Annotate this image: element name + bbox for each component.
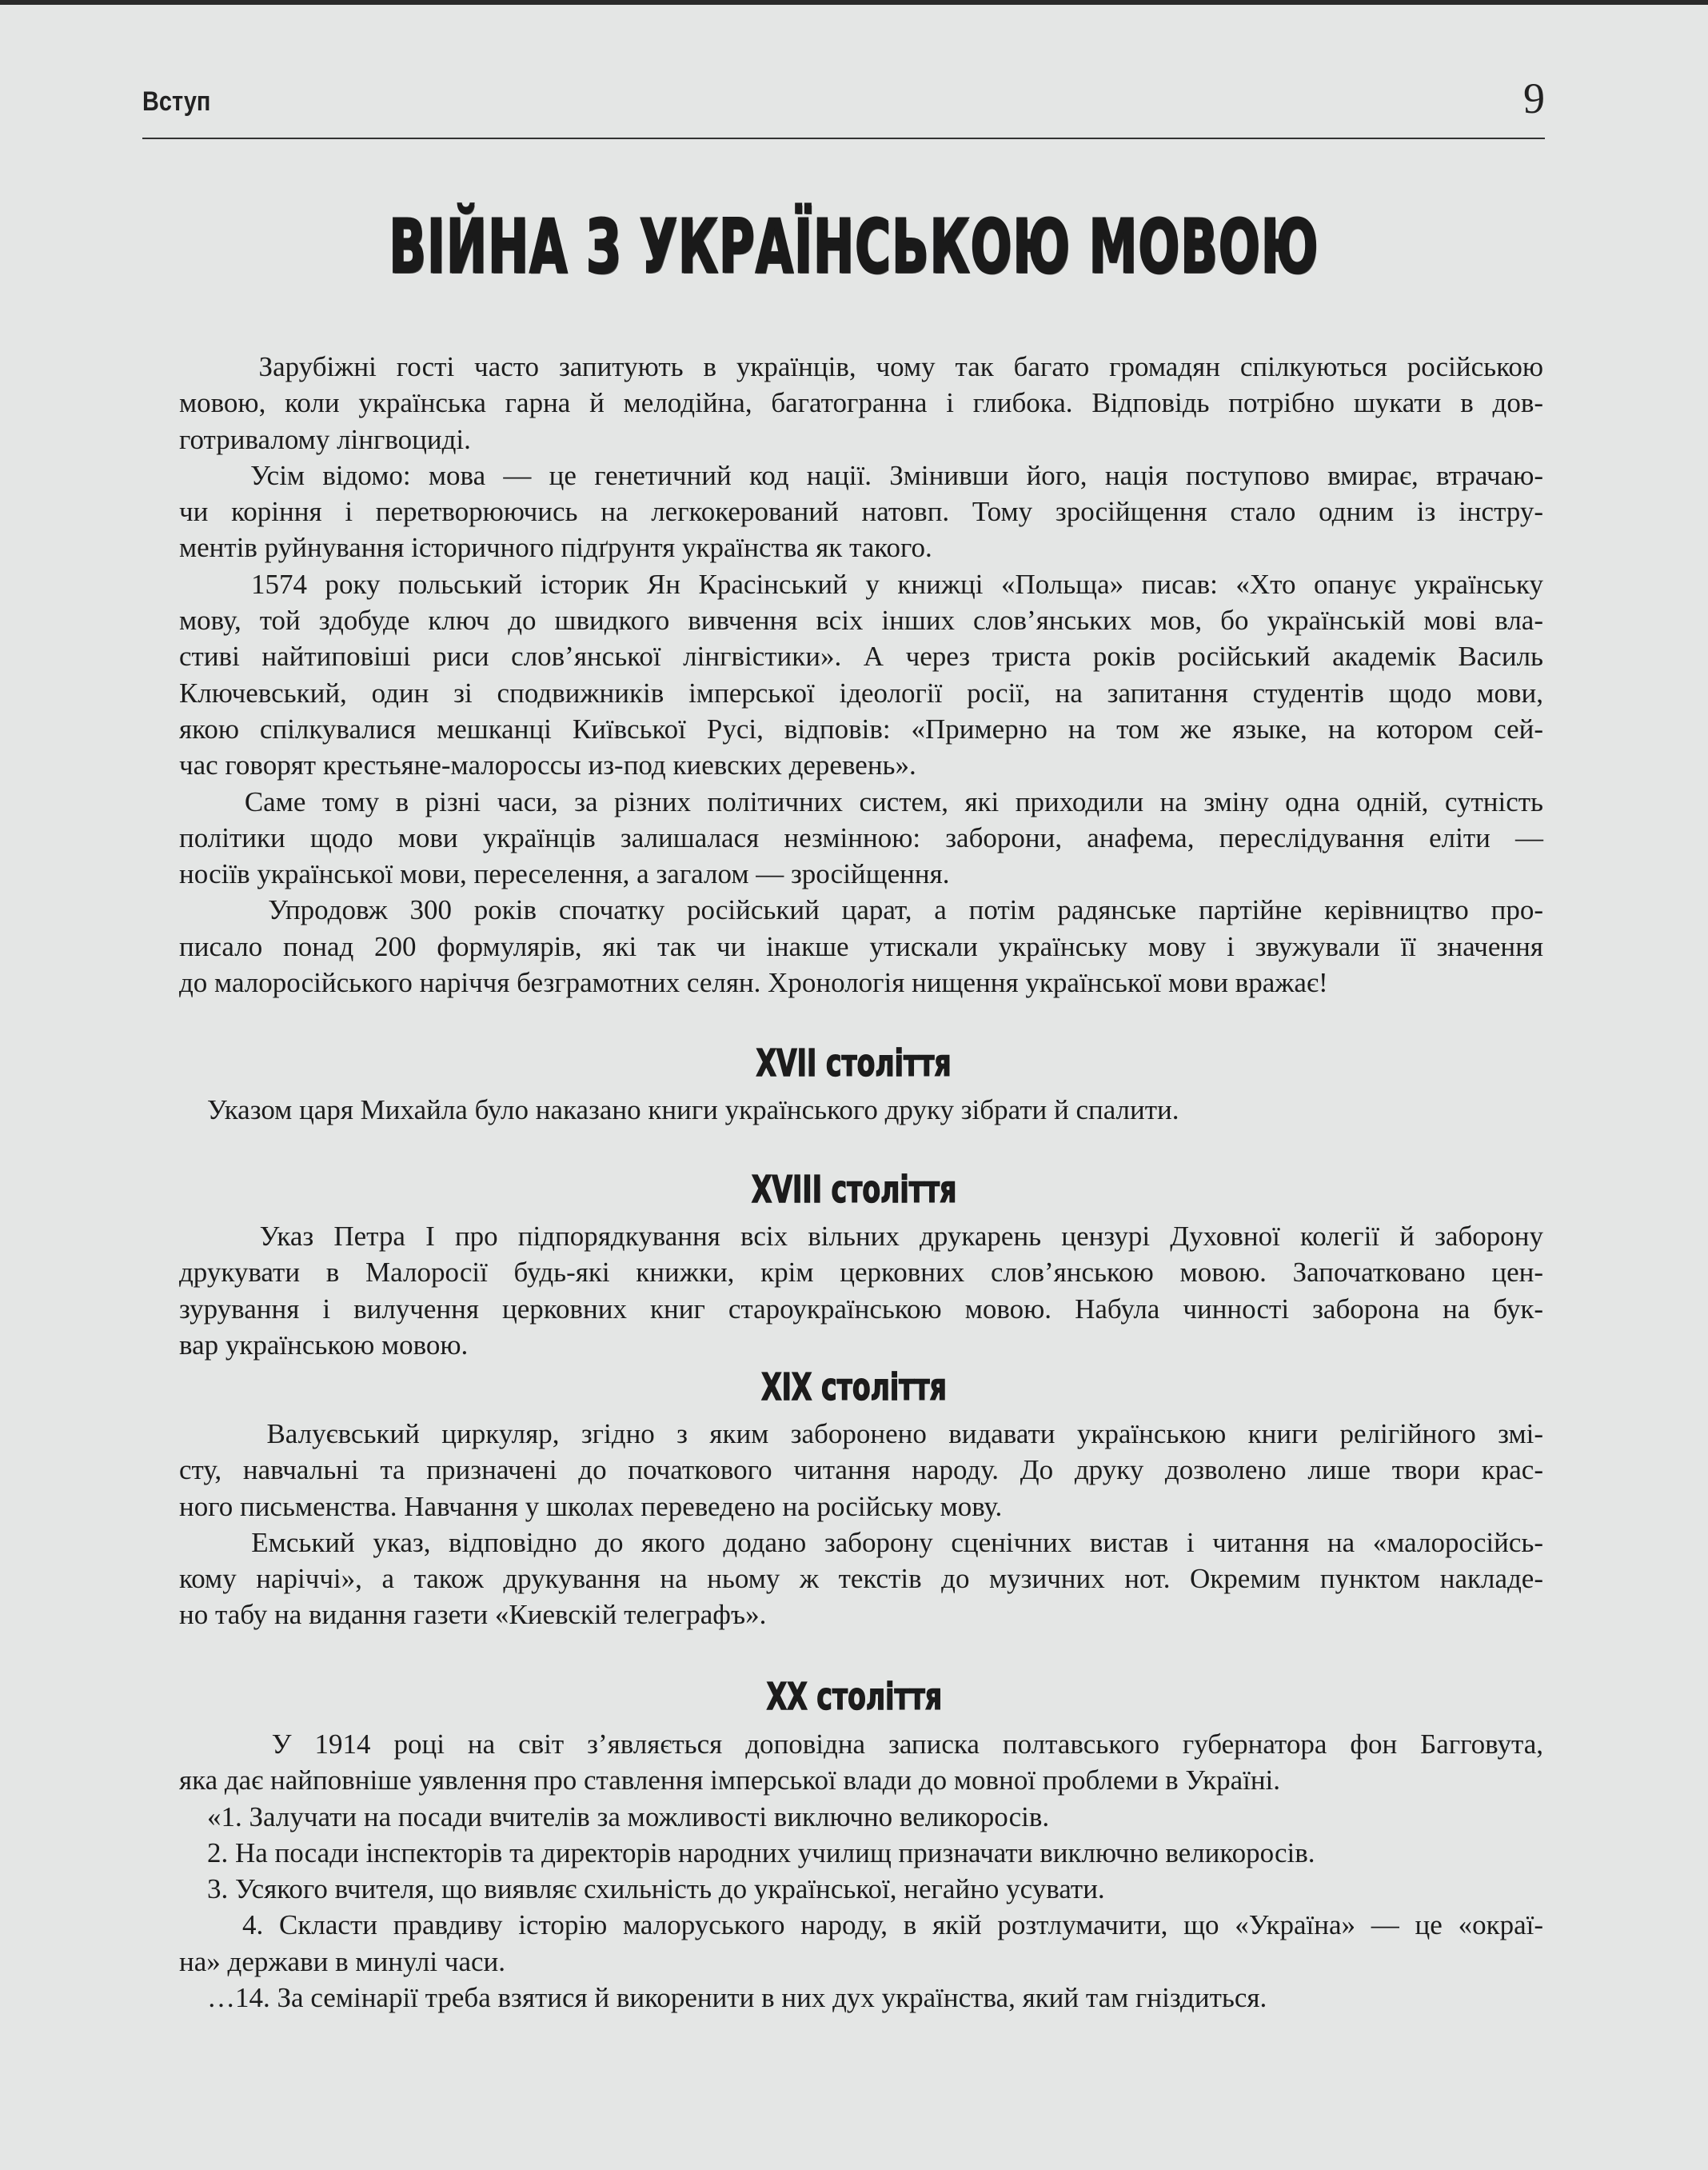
section-heading — [0, 1365, 1708, 1409]
text-line: Упродовж 300 років спочатку російський царат, а потім радянське партійне керівництво про- — [179, 894, 1543, 926]
section-body — [179, 1726, 1543, 2016]
paragraph — [179, 1092, 1543, 1128]
section-heading — [0, 1675, 1708, 1718]
page-number: 9 — [1523, 74, 1545, 122]
text-line: ного письменства. Навчання у школах переведено на російську мову. — [179, 1490, 1003, 1522]
text-line: до малоросійського наріччя безграмотних селян. Хронологія нищення української мови вражає! — [179, 967, 1328, 999]
scan-top-edge — [0, 0, 1708, 5]
text-line: Емський указ, відповідно до якого додано заборону сценічних вистав і читання на «малоросійсь- — [179, 1526, 1543, 1558]
intro-text — [179, 349, 1543, 1001]
section-heading — [0, 1041, 1708, 1085]
text-line: …14. За семінарії треба взятися й викоренити в них дух українства, який там гніздиться. — [179, 1982, 1267, 2014]
section-heading-text: XVII століття — [756, 1041, 952, 1085]
paragraph — [179, 458, 1543, 566]
text-line: яка дає найповніше уявлення про ставлення імперської влади до мовної проблеми в Україні. — [179, 1764, 1281, 1796]
paragraph — [179, 1980, 1543, 2016]
text-line: Саме тому в різні часи, за різних політичних систем, які приходили на зміну одна одній, сутність — [179, 785, 1543, 817]
running-title: Вступ — [142, 86, 211, 117]
chapter-title-text: ВІЙНА З УКРАЇНСЬКОЮ МОВОЮ — [389, 204, 1319, 290]
text-line: ментів руйнування історичного підґрунтя українства як такого. — [179, 532, 932, 564]
paragraph — [179, 1218, 1543, 1363]
paragraph — [179, 1871, 1543, 1907]
paragraph — [179, 784, 1543, 893]
text-line: політики щодо мови українців залишалася незмінною: заборони, анафема, переслідування еліти — — [179, 821, 1543, 853]
text-line: У 1914 році на світ з’являється доповідна записка полтавського губернатора фон Багговута, — [179, 1728, 1543, 1760]
paragraph — [179, 1416, 1543, 1525]
section-heading-text: XVIII століття — [751, 1168, 957, 1211]
text-line: на» держави в минулі часи. — [179, 1945, 506, 1977]
paragraph — [179, 1726, 1543, 1799]
text-line: готривалому лінгвоциді. — [179, 423, 471, 455]
text-line: но табу на видання газети «Киевскій телеграфъ». — [179, 1599, 767, 1631]
section-body — [179, 1416, 1543, 1633]
paragraph — [179, 1799, 1543, 1835]
text-line: 2. На посади інспекторів та директорів народних училищ призначати виключно великоросів. — [179, 1836, 1315, 1868]
text-line: носіїв української мови, переселення, а загалом — зросійщення. — [179, 858, 950, 890]
text-line: друкувати в Малоросії будь-які книжки, крім церковних слов’янською мовою. Започатковано цен- — [179, 1257, 1543, 1289]
paragraph — [179, 1525, 1543, 1633]
section-heading-text: XX століття — [766, 1675, 942, 1718]
text-line: Зарубіжні гості часто запитують в українців, чому так багато громадян спілкуються російською — [179, 351, 1543, 382]
paragraph — [179, 1835, 1543, 1871]
section-heading — [0, 1168, 1708, 1211]
text-line: якою спілкувалися мешканці Київської Русі, відповів: «Примерно на том же языке, на котором сей- — [179, 713, 1543, 745]
text-line: вар українською мовою. — [179, 1329, 469, 1361]
text-line: кому наріччі», а також друкування на ньому ж текстів до музичних нот. Окремим пунктом накладе- — [179, 1563, 1543, 1595]
text-line: мовою, коли українська гарна й мелодійна, багатогранна і глибока. Відповідь потрібно шукати в дов- — [179, 387, 1543, 419]
text-line: мову, той здобуде ключ до швидкого вивчення всіх інших слов’янських мов, бо українській мові вла- — [179, 605, 1543, 637]
text-line: час говорят крестьяне-малороссы из-под киевских деревень». — [179, 749, 916, 781]
text-line: стиві найтиповіші риси слов’янської лінгвістики». А через триста років російський академік Василь — [179, 641, 1543, 673]
paragraph — [179, 566, 1543, 784]
paragraph — [179, 1907, 1543, 1980]
paragraph — [179, 349, 1543, 458]
text-line: «1. Залучати на посади вчителів за можливості виключно великоросів. — [179, 1800, 1050, 1832]
text-line: Указ Петра І про підпорядкування всіх вільних друкарень цензурі Духовної колегії й заборону — [179, 1221, 1543, 1252]
chapter-title — [0, 204, 1708, 290]
section-body — [179, 1218, 1543, 1363]
text-line: Усім відомо: мова — це генетичний код нації. Змінивши його, нація поступово вмирає, втрачаю- — [179, 459, 1543, 491]
text-line: Ключевський, один зі сподвижників імперської ідеології росії, на запитання студентів щодо мови, — [179, 677, 1543, 709]
text-line: чи коріння і перетворюючись на легкокерований натовп. Тому зросійщення стало одним із інстру- — [179, 496, 1543, 528]
text-line: Валуєвський циркуляр, згідно з яким заборонено видавати українською книги релігійного змі- — [179, 1418, 1543, 1449]
text-line: 1574 року польський історик Ян Красінський у книжці «Польща» писав: «Хто опанує українську — [179, 568, 1543, 600]
section-heading-text: XIX століття — [761, 1365, 947, 1409]
text-line: 3. Усякого вчителя, що виявляє схильність до української, негайно усувати. — [179, 1873, 1105, 1905]
paragraph — [179, 892, 1543, 1001]
text-line: сту, навчальні та призначені до початкового читання народу. До друку дозволено лише твори крас- — [179, 1454, 1543, 1486]
text-line: 4. Скласти правдиву історію малоруського народу, в якій розтлумачити, що «Україна» — це «окраї- — [179, 1909, 1543, 1941]
section-body — [179, 1092, 1543, 1128]
header-rule — [142, 138, 1545, 139]
text-line: зурування і вилучення церковних книг староукраїнською мовою. Набула чинності заборона на бук- — [179, 1293, 1543, 1325]
text-line: Указом царя Михайла було наказано книги українського друку зібрати й спалити. — [179, 1094, 1179, 1125]
text-line: писало понад 200 формулярів, які так чи інакше утискали українську мову і звужували її значення — [179, 930, 1543, 962]
